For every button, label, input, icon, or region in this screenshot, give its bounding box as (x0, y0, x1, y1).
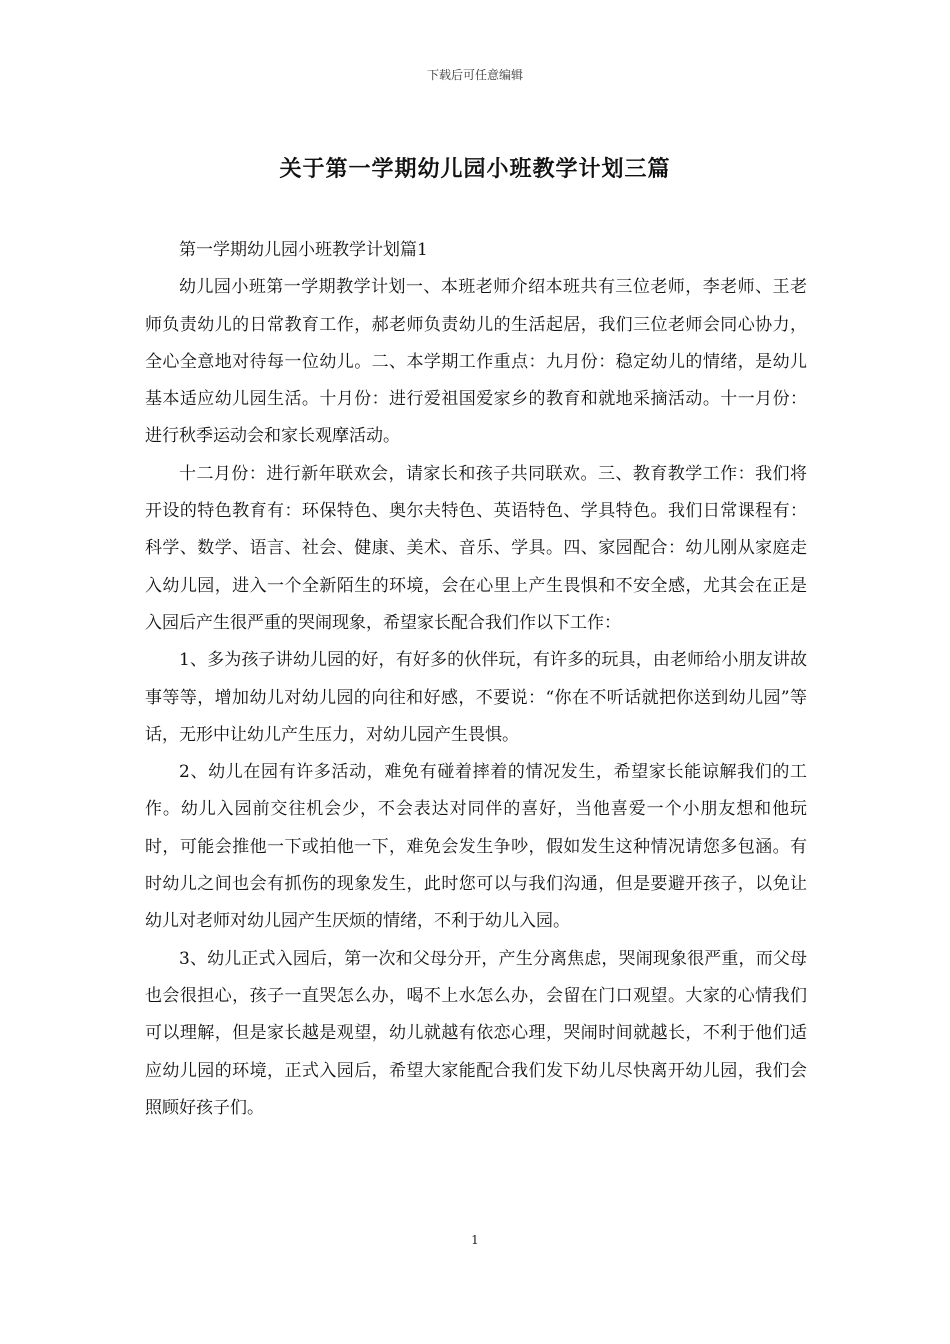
section-heading: 第一学期幼儿园小班教学计划篇1 (179, 240, 428, 260)
body-paragraph: 3、幼儿正式入园后，第一次和父母分开，产生分离焦虑，哭闹现象很严重，而父母也会很担心，孩子一直哭怎么办，喝不上水怎么办，会留在门口观望。大家的心情我们可以理解，但是家长越是观望，幼儿就越有依恋心理，哭闹时间就越长，不利于他们适应幼儿园的环境，正式入园后，希望大家能配合我们发下幼儿尽快离开幼儿园，我们会照顾好孩子们。 (145, 948, 807, 1118)
document-title: 关于第一学期幼儿园小班教学计划三篇 (279, 157, 671, 182)
body-paragraph: 2、幼儿在园有许多活动，难免有碰着摔着的情况发生，希望家长能谅解我们的工作。幼儿入园前交往机会少，不会表达对同伴的喜好，当他喜爱一个小朋友想和他玩时，可能会推他一下或拍他一下，难免会发生争吵，假如发生这种情况请您多包涵。有时幼儿之间也会有抓伤的现象发生，此时您可以与我们沟通，但是要避开孩子，以免让幼儿对老师对幼儿园产生厌烦的情绪，不利于幼儿入园。 (145, 762, 807, 932)
body-paragraph: 幼儿园小班第一学期教学计划一、本班老师介绍本班共有三位老师，李老师、王老师负责幼儿的日常教育工作，郝老师负责幼儿的生活起居，我们三位老师会同心协力，全心全意地对待每一位幼儿。二、本学期工作重点：九月份：稳定幼儿的情绪，是幼儿基本适应幼儿园生活。十月份：进行爱祖国爱家乡的教育和就地采摘活动。十一月份：进行秋季运动会和家长观摩活动。 (145, 277, 807, 447)
page-number: 1 (471, 1233, 479, 1247)
page-header-note: 下载后可任意编辑 (426, 68, 523, 82)
body-paragraph: 十二月份：进行新年联欢会，请家长和孩子共同联欢。三、教育教学工作：我们将开设的特色教育有：环保特色、奥尔夫特色、英语特色、学具特色。我们日常课程有：科学、数学、语言、社会、健康、美术、音乐、学具。四、家园配合：幼儿刚从家庭走入幼儿园，进入一个全新陌生的环境，会在心里上产生畏惧和不安全感，尤其会在正是入园后产生很严重的哭闹现象，希望家长配合我们作以下工作： (145, 463, 807, 633)
document-body (145, 232, 807, 1127)
body-paragraph: 1、多为孩子讲幼儿园的好，有好多的伙伴玩，有许多的玩具，由老师给小朋友讲故事等等，增加幼儿对幼儿园的向往和好感，不要说：“你在不听话就把你送到幼儿园”等话，无形中让幼儿产生压力，对幼儿园产生畏惧。 (145, 650, 807, 745)
